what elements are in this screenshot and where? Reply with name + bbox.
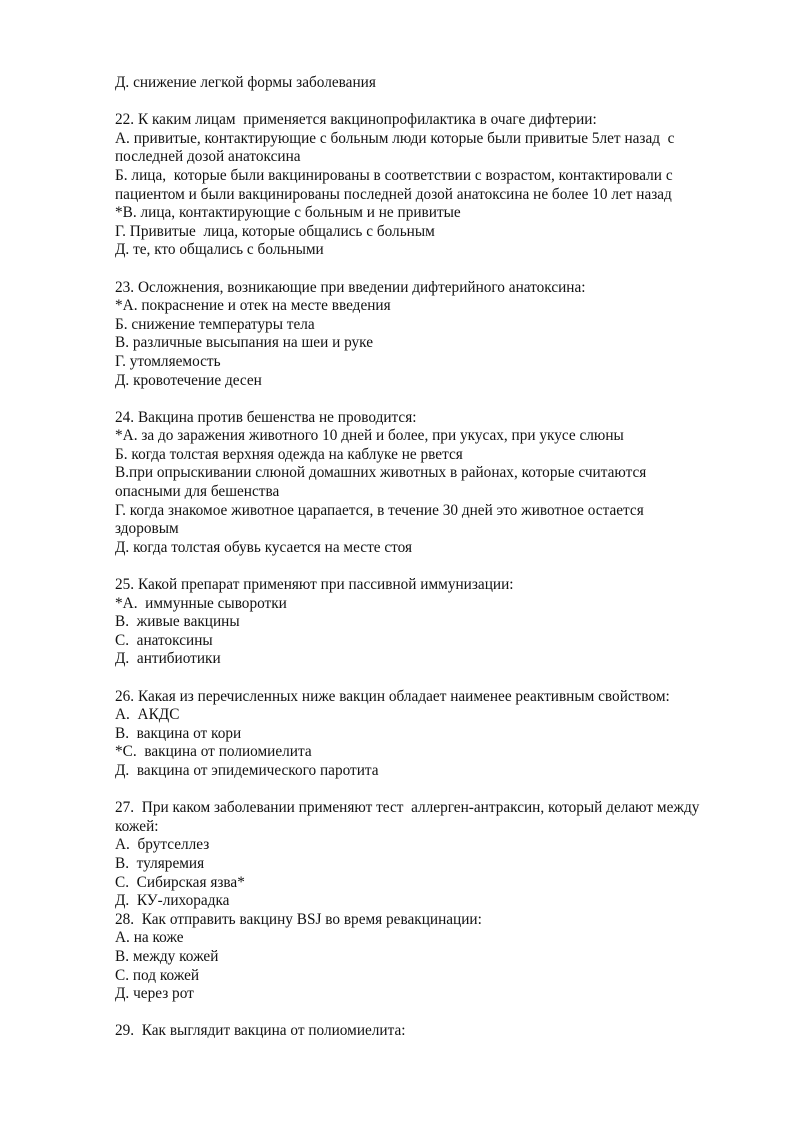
- answer-line: А. на коже: [115, 929, 184, 947]
- question-text: 25. Какой препарат применяют при пассивной иммунизации:: [115, 576, 514, 594]
- answer-line: Д. КУ-лихорадка: [115, 892, 230, 910]
- answer-line: Б. когда толстая верхняя одежда на каблуке не рвется: [115, 445, 463, 463]
- question-text: 27. При каком заболевании применяют тест аллерген-антраксин, который делают между: [115, 799, 700, 817]
- answer-line: Г. утомляемость: [115, 352, 221, 370]
- answer-line: Г. Привитые лица, которые общались с больным: [115, 222, 435, 240]
- answer-line: А. привитые, контактирующие с больным люди которые были привитые 5лет назад с: [115, 129, 675, 147]
- answer-line: В.при опрыскивании слюной домашних животных в районах, которые считаются: [115, 464, 647, 482]
- answer-line: опасными для бешенства: [115, 483, 280, 501]
- question-26: [115, 688, 775, 781]
- question-23: [115, 279, 775, 391]
- answer-line: Д. те, кто общались с больными: [115, 241, 324, 259]
- answer-line: В. между кожей: [115, 947, 219, 965]
- answer-line: *В. лица, контактирующие с больным и не привитые: [115, 204, 461, 222]
- answer-line: Д. антибиотики: [115, 650, 221, 668]
- answer-line: B. вакцина от кори: [115, 724, 242, 742]
- answer-line: здоровым: [115, 520, 179, 538]
- question-27: [115, 799, 775, 911]
- answer-line: C. Сибирская язва*: [115, 873, 245, 891]
- answer-line: В. различные высыпания на шеи и руке: [115, 334, 374, 352]
- answer-line: *C. вакцина от полиомиелита: [115, 743, 312, 761]
- question-22: [115, 111, 775, 260]
- answer-line: A. брутселлез: [115, 836, 210, 854]
- answer-line: Б. снижение температуры тела: [115, 315, 315, 333]
- question-text: 22. К каким лицам применяется вакцинопрофилактика в очаге дифтерии:: [115, 111, 597, 129]
- question-text: 23. Осложнения, возникающие при введении дифтерийного анатоксина:: [115, 278, 586, 296]
- answer-line: B. живые вакцины: [115, 613, 240, 631]
- answer-line: *А. за до заражения животного 10 дней и более, при укусах, при укусе слюны: [115, 427, 624, 445]
- answer-line: Г. когда знакомое животное царапается, в течение 30 дней это животное остается: [115, 501, 644, 519]
- answer-line: Д. кровотечение десен: [115, 371, 262, 389]
- question-24: [115, 409, 775, 558]
- question-text: 29. Как выглядит вакцина от полиомиелита:: [115, 1022, 406, 1040]
- answer-line: A. АКДС: [115, 706, 180, 724]
- text-column: [115, 74, 775, 1041]
- question-29: [115, 1022, 775, 1041]
- answer-line: Б. лица, которые были вакцинированы в соответствии с возрастом, контактировали с: [115, 166, 673, 184]
- question-28: [115, 911, 775, 1004]
- answer-line: Д. снижение легкой формы заболевания: [115, 74, 376, 91]
- answer-line: Д. через рот: [115, 985, 194, 1003]
- answer-line: Д. когда толстая обувь кусается на месте стоя: [115, 538, 413, 556]
- answer-line: пациентом и были вакцинированы последней дозой анатоксина не более 10 лет назад: [115, 185, 672, 203]
- question-text: 28. Как отправить вакцину BSJ во время ревакцинации:: [115, 910, 482, 928]
- question-text: 24. Вакцина против бешенства не проводится:: [115, 408, 417, 426]
- answer-line: кожей:: [115, 817, 159, 835]
- question-text: 26. Какая из перечисленных ниже вакцин обладает наименее реактивным свойством:: [115, 687, 670, 705]
- answer-line: *А. покраснение и отек на месте введения: [115, 297, 391, 315]
- answer-line: *А. иммунные сыворотки: [115, 594, 287, 612]
- question-25: [115, 576, 775, 669]
- answer-line: последней дозой анатоксина: [115, 148, 301, 166]
- answer-line: B. туляремия: [115, 854, 205, 872]
- answer-line: C. анатоксины: [115, 631, 213, 649]
- answer-line: Д. вакцина от эпидемического паротита: [115, 761, 379, 779]
- answer-line: С. под кожей: [115, 966, 200, 984]
